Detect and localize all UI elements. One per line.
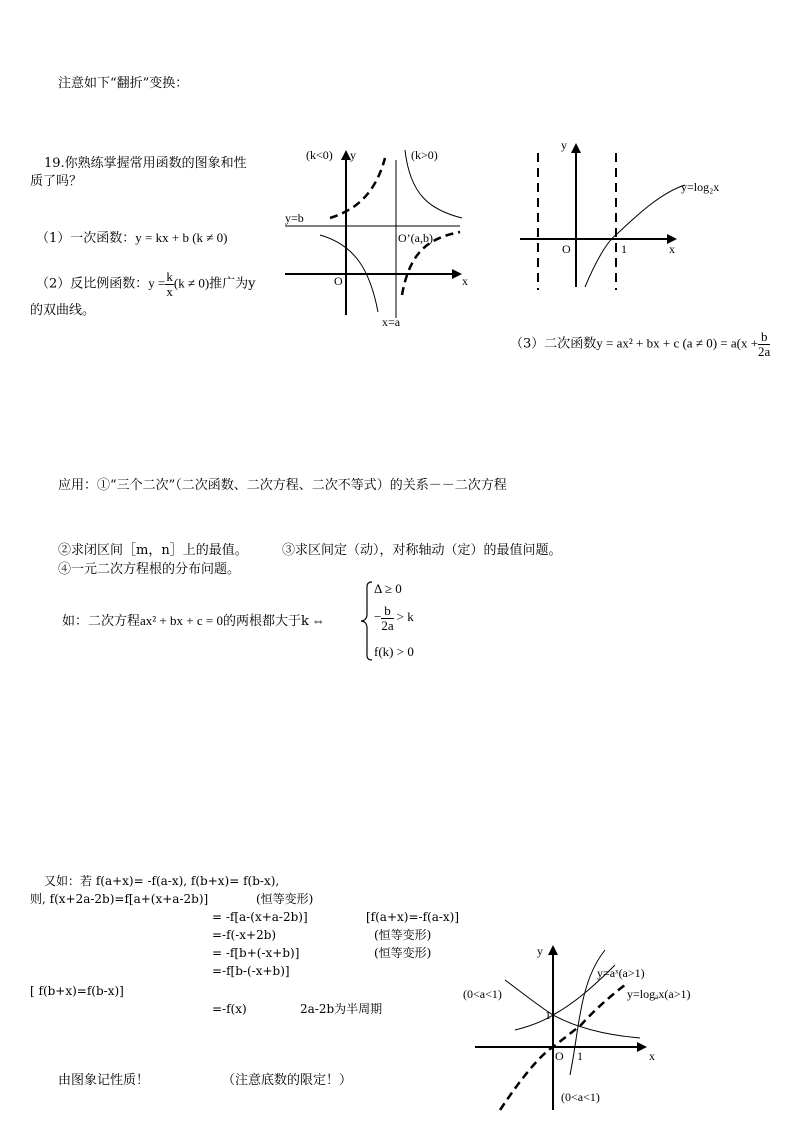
example-roots: [62, 614, 325, 628]
condition-delta: Δ ≥ 0: [374, 581, 402, 596]
inverse-y: y =: [148, 275, 166, 291]
label-x-a: x=a: [382, 315, 401, 329]
label-hyperbola-o: O: [334, 274, 343, 288]
label-hyperbola-x: x: [462, 274, 468, 288]
quadratic-den: 2a: [758, 343, 771, 359]
explog-x-arrow: [637, 1042, 647, 1052]
conditions-brace: [360, 580, 374, 662]
period-line8-note: 2a-2b为半周期: [300, 1002, 383, 1016]
label-k-neg: (k<0): [306, 148, 333, 162]
label-explog-x: x: [649, 1049, 655, 1063]
label-explog-o: O: [555, 1049, 564, 1063]
log-y-arrow: [571, 143, 581, 153]
linear-label: （1）一次函数：: [36, 231, 136, 246]
condition-axis-den: 2a: [381, 617, 394, 633]
label-exp-a-gt-1: y=aˣ(a>1): [597, 966, 645, 980]
application-line: 应用：①“三个二次”（二次函数、二次方程、二次不等式）的关系－－二次方程: [58, 478, 507, 493]
label-y-b: y=b: [285, 211, 304, 225]
period-line8: =-f(x): [212, 1002, 247, 1016]
period-line7-left: [ f(b+x)=f(b-x)]: [30, 984, 124, 998]
log-graph: [515, 135, 735, 295]
label-log-o: O: [562, 242, 571, 256]
label-range-1: (0<a<1): [463, 987, 502, 1001]
label-explog-y: y: [537, 944, 543, 958]
footer-base-note: （注意底数的限定！）: [222, 1073, 353, 1088]
period-line6: =-f[b-(-x+b)]: [212, 964, 290, 978]
exp-log-graph: [465, 935, 725, 1115]
linear-formula: y = kx + b (k ≠ 0): [135, 230, 228, 245]
period-line2: 则, f(x+2a-2b)=f[a+(x+a-2b)]: [30, 892, 209, 906]
quadratic-fraction: [758, 330, 770, 358]
label-log-one: 1: [621, 242, 627, 256]
period-line5: = -f[b+(-x+b)]: [212, 946, 300, 960]
footer-memorize: 由图象记性质！: [58, 1073, 150, 1088]
label-explog-one-x: 1: [577, 1049, 583, 1063]
period-line2-note: (恒等变形): [256, 892, 314, 906]
inverse-tail: 推广为y: [209, 276, 256, 292]
example-equation: ax² + bx + c = 0: [140, 613, 223, 628]
inverse-line2: 的双曲线。: [30, 303, 96, 318]
period-line3-note: [f(a+x)=-f(a-x)]: [366, 910, 460, 924]
example-prefix: 如：二次方程: [62, 614, 141, 629]
label-hyperbola-y: y: [350, 148, 356, 162]
hyperbola-x-arrow: [452, 269, 462, 279]
example-iff: ⇔: [311, 613, 325, 628]
inverse-fraction: [165, 270, 174, 298]
condition-axis: [374, 604, 414, 632]
quadratic-function: [510, 330, 770, 358]
fold-note: 注意如下“翻折”变换：: [58, 76, 189, 91]
item-3: ③求区间定（动），对称轴动（定）的最值问题。: [282, 543, 562, 558]
condition-axis-fraction: [381, 604, 393, 632]
label-log-x: x: [669, 242, 675, 256]
inverse-num: k: [166, 269, 173, 284]
example-mid: 的两根都大于k: [222, 614, 309, 629]
label-log-func: y=log₂x: [681, 180, 720, 194]
hyperbola-graph: [280, 140, 480, 335]
quadratic-label: （3）二次函数: [510, 336, 597, 352]
inverse-cond: (k ≠ 0): [173, 275, 210, 291]
label-k-pos: (k>0): [411, 148, 438, 162]
period-line1: 又如：若 f(a+x)= -f(a-x), f(b+x)= f(b-x),: [44, 874, 280, 888]
label-explog-one-y: 1: [545, 1008, 551, 1022]
condition-axis-post: > k: [396, 609, 414, 625]
hyperbola-k-neg-upper: [330, 158, 385, 218]
condition-fk: f(k) > 0: [374, 644, 414, 659]
label-range-2: (0<a<1): [561, 1090, 600, 1104]
quadratic-formula: y = ax² + bx + c (a ≠ 0) = a(x +: [596, 335, 759, 351]
item-4: ④一元二次方程根的分布问题。: [58, 562, 241, 577]
label-o-prime: O’(a,b): [398, 231, 433, 245]
quadratic-num: b: [758, 330, 770, 345]
explog-y-arrow: [548, 945, 558, 955]
period-line3: = -f[a-(x+a-2b)]: [212, 910, 308, 924]
q19-line1: 19.你熟练掌握常用函数的图象和性: [44, 156, 247, 171]
item-2: ②求闭区间［m，n］上的最值。: [58, 543, 248, 558]
q19-line2: 质了吗？: [30, 174, 83, 189]
period-line4-note: (恒等变形): [374, 928, 432, 942]
inverse-function: [36, 270, 256, 298]
period-line5-note: (恒等变形): [374, 946, 432, 960]
linear-function: [36, 231, 228, 245]
label-log-y: y: [561, 138, 567, 152]
inverse-den: x: [166, 283, 173, 299]
inverse-label: （2）反比例函数：: [36, 276, 149, 292]
label-log-a-gt-1: y=logₐx(a>1): [627, 987, 691, 1001]
condition-axis-minus: −: [374, 609, 382, 625]
condition-axis-num: b: [381, 604, 393, 619]
period-line4: =-f(-x+2b): [212, 928, 277, 942]
